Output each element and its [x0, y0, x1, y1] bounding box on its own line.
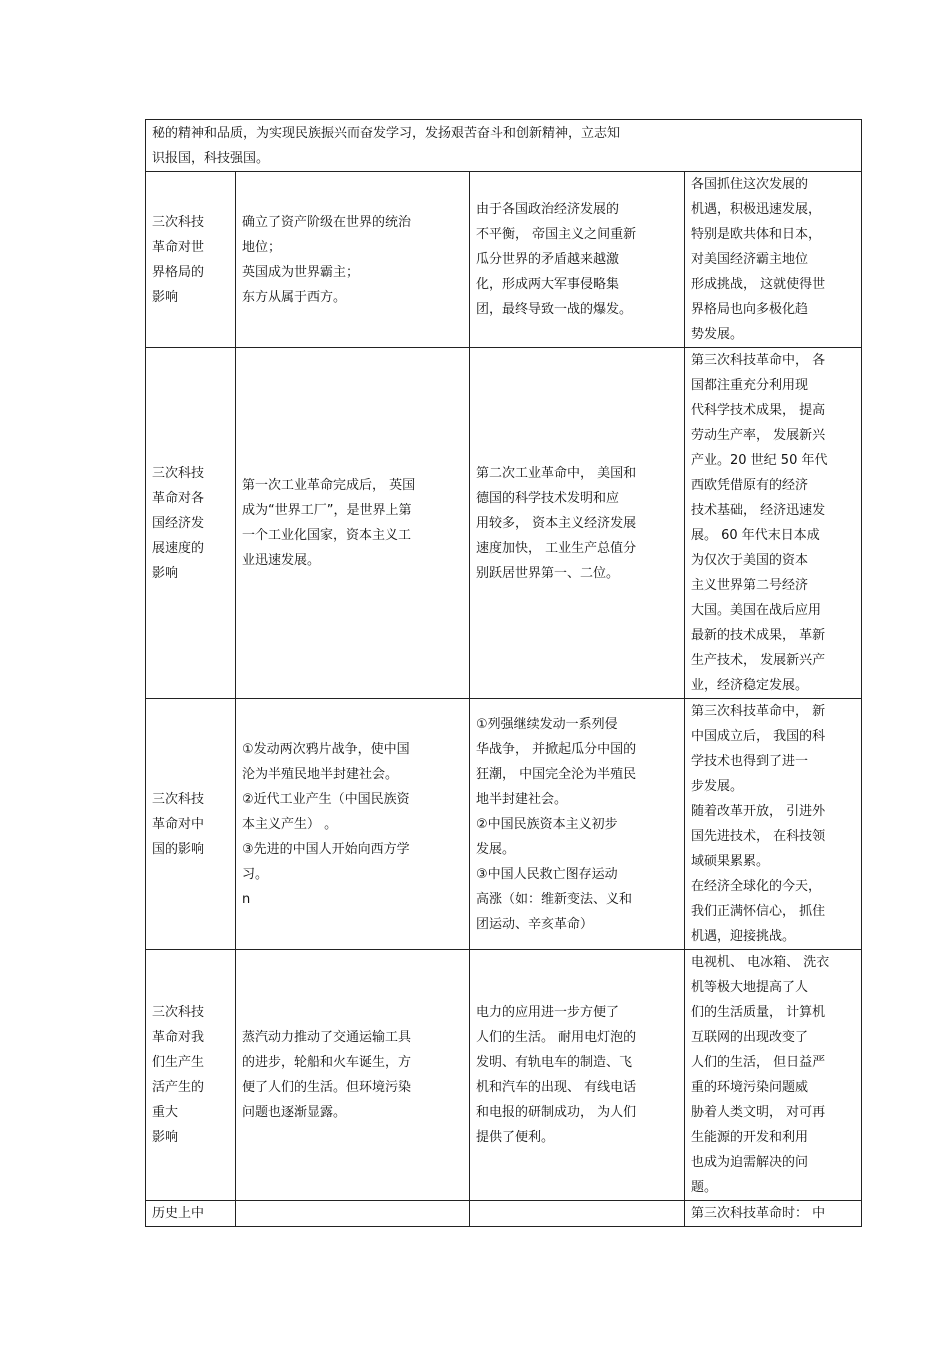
table-row	[146, 348, 862, 699]
table-row	[146, 172, 862, 348]
first-revolution-cell: 蒸汽动力推动了交通运输工具 的进步，轮船和火车诞生，方 便了人们的生活。但环境污染 问题也逐渐显露。	[236, 950, 470, 1201]
first-revolution-cell: 确立了资产阶级在世界的统治 地位； 英国成为世界霸主； 东方从属于西方。	[236, 172, 470, 348]
topic-cell: 三次科技 革命对各 国经济发 展速度的 影响	[146, 348, 236, 699]
intro-cell: 秘的精神和品质，为实现民族振兴而奋发学习，发扬艰苦奋斗和创新精神，立志知 识报国，科技强国。	[146, 120, 862, 172]
second-revolution-cell	[470, 1201, 685, 1227]
table-row	[146, 950, 862, 1201]
history-comparison-table	[145, 119, 862, 1227]
topic-cell: 三次科技 革命对世 界格局的 影响	[146, 172, 236, 348]
second-revolution-cell: 由于各国政治经济发展的 不平衡， 帝国主义之间重新 瓜分世界的矛盾越来越激 化，形成两大军事侵略集 团，最终导致一战的爆发。	[470, 172, 685, 348]
third-revolution-cell: 各国抓住这次发展的 机遇，积极迅速发展， 特别是欧共体和日本， 对美国经济霸主地位 形成挑战， 这就使得世 界格局也向多极化趋 势发展。	[685, 172, 862, 348]
topic-cell: 历史上中	[146, 1201, 236, 1227]
first-revolution-cell: ①发动两次鸦片战争，使中国 沦为半殖民地半封建社会。 ②近代工业产生（中国民族资 本主义产生） 。 ③先进的中国人开始向西方学 习。 n	[236, 699, 470, 950]
third-revolution-cell: 电视机、 电冰箱、 洗衣 机等极大地提高了人 们的生活质量， 计算机 互联网的出现改变了 人们的生活， 但日益严 重的环境污染问题威 胁着人类文明， 对可再 生能源的开发和利用 也成为迫需解决的问 题。	[685, 950, 862, 1201]
topic-cell: 三次科技 革命对中 国的影响	[146, 699, 236, 950]
third-revolution-cell: 第三次科技革命中， 新 中国成立后， 我国的科 学技术也得到了进一 步发展。 随着改革开放， 引进外 国先进技术， 在科技领 域硕果累累。 在经济全球化的今天， 我们正满怀信心， 抓住 机遇，迎接挑战。	[685, 699, 862, 950]
second-revolution-cell: 第二次工业革命中， 美国和 德国的科学技术发明和应 用较多， 资本主义经济发展 速度加快， 工业生产总值分 别跃居世界第一、二位。	[470, 348, 685, 699]
table-row	[146, 1201, 862, 1227]
first-revolution-cell	[236, 1201, 470, 1227]
third-revolution-cell: 第三次科技革命时： 中	[685, 1201, 862, 1227]
table-row	[146, 699, 862, 950]
first-revolution-cell: 第一次工业革命完成后， 英国 成为“世界工厂”，是世界上第 一个工业化国家，资本主义工 业迅速发展。	[236, 348, 470, 699]
second-revolution-cell: 电力的应用进一步方便了 人们的生活。 耐用电灯泡的 发明、有轨电车的制造、飞 机和汽车的出现、 有线电话 和电报的研制成功， 为人们 提供了便利。	[470, 950, 685, 1201]
topic-cell: 三次科技 革命对我 们生产生 活产生的 重大 影响	[146, 950, 236, 1201]
table-row-intro	[146, 120, 862, 172]
second-revolution-cell: ①列强继续发动一系列侵 华战争， 并掀起瓜分中国的 狂潮， 中国完全沦为半殖民 地半封建社会。 ②中国民族资本主义初步 发展。 ③中国人民救亡图存运动 高涨（如：维新变法、义和 团运动、辛亥革命）	[470, 699, 685, 950]
third-revolution-cell: 第三次科技革命中， 各 国都注重充分利用现 代科学技术成果， 提高 劳动生产率， 发展新兴 产业。20 世纪 50 年代 西欧凭借原有的经济 技术基础， 经济迅速发 展。 60 年代末日本成 为仅次于美国的资本 主义世界第二号经济 大国。美国在战后应用 最新的技术成果， 革新 生产技术， 发展新兴产 业，经济稳定发展。	[685, 348, 862, 699]
